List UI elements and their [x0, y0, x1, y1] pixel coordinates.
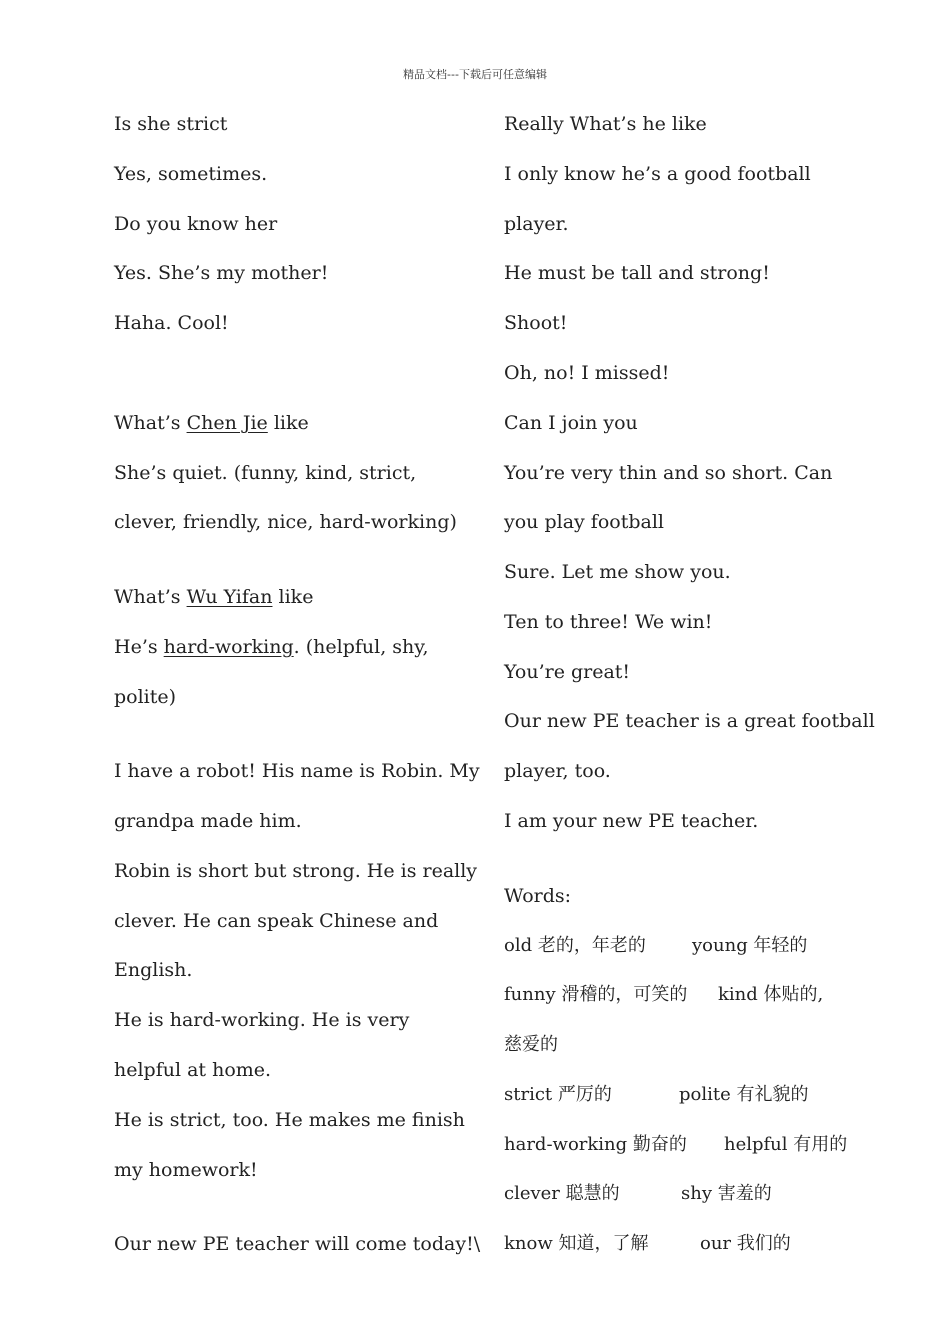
dialog-line: player, too. — [504, 760, 611, 782]
story-line: helpful at home. — [114, 1059, 272, 1081]
dialog-line: He must be tall and strong! — [504, 262, 770, 284]
dialog-line: I am your new PE teacher. — [504, 810, 759, 832]
words-title: Words: — [504, 885, 572, 907]
dialog-line: Oh, no! I missed! — [504, 362, 670, 384]
vocab-entry: polite 有礼貌的 — [679, 1084, 809, 1105]
answer-line: clever, friendly, nice, hard-working) — [114, 511, 457, 533]
answer-line: polite) — [114, 686, 177, 708]
vocab-entry: old 老的，年老的 — [504, 935, 646, 956]
vocab-entry: hard-working 勤奋的 — [504, 1134, 687, 1155]
story-line: grandpa made him. — [114, 810, 302, 832]
story-line: I have a robot! His name is Robin. My — [114, 760, 480, 782]
answer-suffix: . (helpful, shy, — [293, 636, 429, 658]
answer-prefix: He’s — [114, 636, 164, 658]
story-line: He is hard-working. He is very — [114, 1009, 410, 1031]
dialog-line: Do you know her — [114, 213, 278, 235]
vocab-entry: our 我们的 — [700, 1233, 791, 1254]
vocab-row — [504, 935, 808, 957]
vocab-entry: young 年轻的 — [692, 935, 808, 956]
story-line: my homework! — [114, 1159, 258, 1181]
vocab-entry: kind 体贴的, — [718, 984, 824, 1005]
dialog-line: Sure. Let me show you. — [504, 561, 731, 583]
dialog-line: Shoot! — [504, 312, 568, 334]
dialog-line: player. — [504, 213, 569, 235]
underlined-name: Chen Jie — [186, 412, 268, 434]
dialog-line: Yes, sometimes. — [114, 163, 268, 185]
vocab-row — [504, 1134, 848, 1156]
question-chen-jie — [114, 412, 309, 434]
vocab-row — [504, 1233, 791, 1255]
page-header: 精品文档---下载后可任意编辑 — [403, 68, 547, 81]
vocab-entry: know 知道，了解 — [504, 1233, 649, 1254]
answer-line: She’s quiet. (funny, kind, strict, — [114, 462, 417, 484]
question-prefix: What’s — [114, 586, 187, 608]
dialog-line: You’re very thin and so short. Can — [504, 462, 833, 484]
vocab-entry: helpful 有用的 — [724, 1134, 848, 1155]
dialog-line: Haha. Cool! — [114, 312, 229, 334]
underlined-name: Wu Yifan — [186, 586, 273, 608]
vocab-entry: shy 害羞的 — [681, 1183, 772, 1204]
dialog-line: I only know he’s a good football — [504, 163, 811, 185]
vocab-entry: funny 滑稽的，可笑的 — [504, 984, 688, 1005]
vocab-entry: clever 聪慧的 — [504, 1183, 620, 1204]
story-line: English. — [114, 959, 193, 981]
story-line: clever. He can speak Chinese and — [114, 910, 439, 932]
vocab-row — [504, 984, 824, 1006]
vocab-entry: 慈爱的 — [504, 1034, 558, 1055]
vocab-entry: strict 严厉的 — [504, 1084, 612, 1105]
question-prefix: What’s — [114, 412, 187, 434]
question-suffix: like — [272, 586, 314, 608]
question-suffix: like — [267, 412, 309, 434]
dialog-line: Ten to three! We win! — [504, 611, 713, 633]
vocab-row — [504, 1084, 809, 1106]
dialog-line: You’re great! — [504, 661, 631, 683]
question-wu-yifan — [114, 586, 313, 608]
dialog-line: Really What’s he like — [504, 113, 707, 135]
dialog-line: Is she strict — [114, 113, 228, 135]
dialog-line: you play football — [504, 511, 664, 533]
dialog-line: Can I join you — [504, 412, 638, 434]
vocab-row — [504, 1183, 772, 1205]
underlined-word: hard-working — [163, 636, 294, 658]
dialog-line: Yes. She’s my mother! — [114, 262, 329, 284]
answer-line — [114, 636, 429, 658]
vocab-row — [504, 1034, 558, 1056]
story-line: He is strict, too. He makes me finish — [114, 1109, 465, 1131]
closing-line: Our new PE teacher will come today!\ — [114, 1233, 481, 1255]
story-line: Robin is short but strong. He is really — [114, 860, 478, 882]
dialog-line: Our new PE teacher is a great football — [504, 710, 875, 732]
